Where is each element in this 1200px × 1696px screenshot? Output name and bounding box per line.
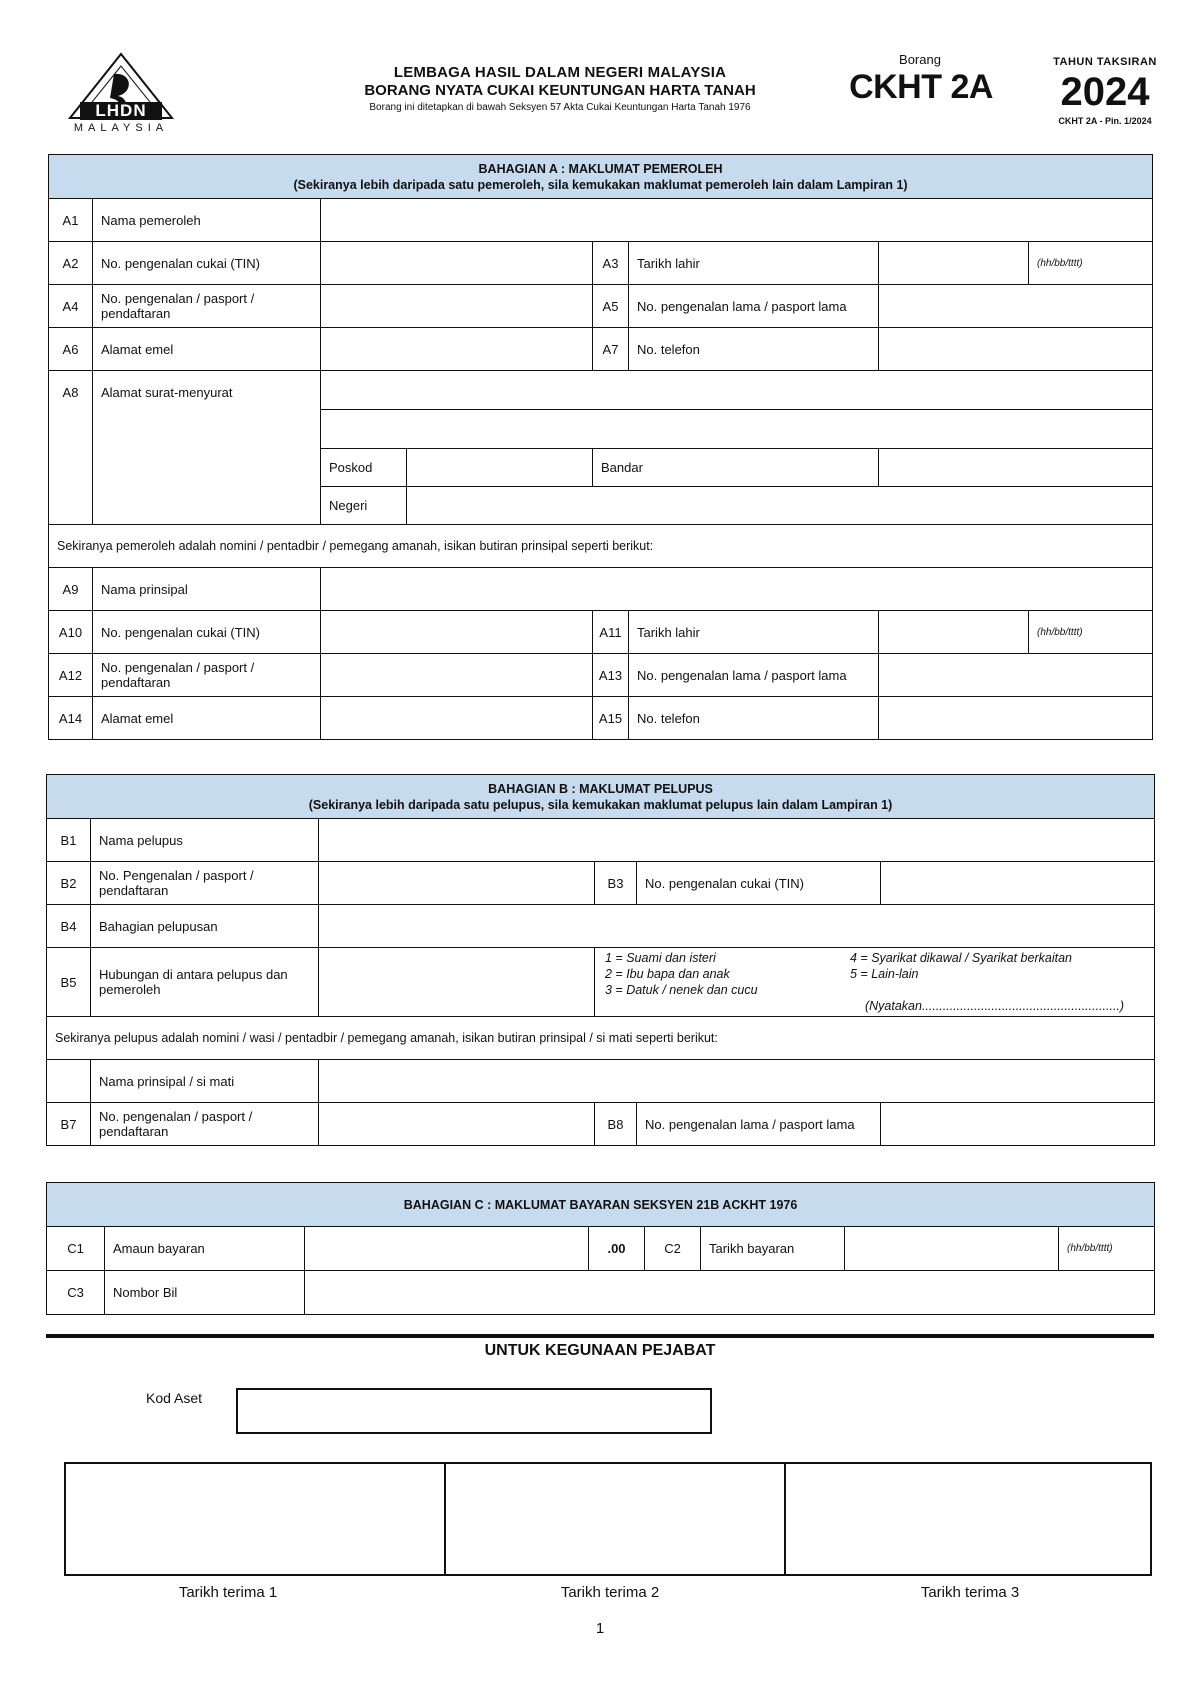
- a8-bandar-input[interactable]: [879, 449, 1153, 487]
- office-title: UNTUK KEGUNAAN PEJABAT: [484, 1342, 716, 1359]
- b5-option-3: 3 = Datuk / nenek dan cucu: [605, 983, 758, 997]
- kod-aset-label: Kod Aset: [146, 1390, 203, 1406]
- b8-old-id-input[interactable]: [881, 1103, 1155, 1146]
- logo-text: LHDN: [95, 101, 147, 120]
- a3-date-format: (hh/bb/tttt): [1029, 242, 1153, 285]
- a1-code: A1: [49, 199, 93, 242]
- b1-code: B1: [47, 819, 91, 862]
- b3-tin-input[interactable]: [881, 862, 1155, 905]
- a2-code: A2: [49, 242, 93, 285]
- a8-address-line-2-input[interactable]: [321, 410, 1153, 449]
- section-c-header: BAHAGIAN C : MAKLUMAT BAYARAN SEKSYEN 21B ACKHT 1976: [47, 1183, 1155, 1227]
- receipt-box-2[interactable]: [444, 1462, 786, 1576]
- a8-label: Alamat surat-menyurat: [93, 371, 321, 525]
- b2-code: B2: [47, 862, 91, 905]
- c1-label: Amaun bayaran: [105, 1227, 305, 1271]
- b5-option-4: 4 = Syarikat dikawal / Syarikat berkaitan: [850, 951, 1072, 965]
- section-a-table: [48, 154, 1153, 740]
- b6-code: [47, 1060, 91, 1103]
- b3-code: B3: [595, 862, 637, 905]
- c2-code: C2: [645, 1227, 701, 1271]
- b5-specify: (Nyatakan.........................................................): [864, 999, 1125, 1013]
- a11-code: A11: [593, 611, 629, 654]
- a8-poskod-input[interactable]: [407, 449, 593, 487]
- b5-option-5: 5 = Lain-lain: [850, 967, 919, 981]
- b2-label: No. Pengenalan / pasport / pendaftaran: [91, 862, 319, 905]
- b4-code: B4: [47, 905, 91, 948]
- c3-bill-number-input[interactable]: [305, 1271, 1155, 1315]
- c1-amount-input[interactable]: [305, 1227, 589, 1271]
- b1-label: Nama pelupus: [91, 819, 319, 862]
- a10-tin-input[interactable]: [321, 611, 593, 654]
- b4-portion-input[interactable]: [319, 905, 1155, 948]
- office-divider: [46, 1334, 1154, 1338]
- b7-code: B7: [47, 1103, 91, 1146]
- section-a-subtitle: (Sekiranya lebih daripada satu pemeroleh, sila kemukakan maklumat pemeroleh lain dalam Lampiran 1): [293, 177, 908, 192]
- a8-negeri-input[interactable]: [407, 487, 1153, 525]
- a7-code: A7: [593, 328, 629, 371]
- a14-email-input[interactable]: [321, 697, 593, 740]
- a8-code: A8: [49, 371, 93, 525]
- form-title: BORANG NYATA CUKAI KEUNTUNGAN HARTA TANAH: [364, 82, 756, 99]
- logo-subtext: MALAYSIA: [73, 122, 169, 134]
- a5-label: No. pengenalan lama / pasport lama: [629, 285, 879, 328]
- b8-label: No. pengenalan lama / pasport lama: [637, 1103, 881, 1146]
- c2-date-format: (hh/bb/tttt): [1059, 1227, 1155, 1271]
- a1-name-input[interactable]: [321, 199, 1153, 242]
- section-b-table: [46, 774, 1155, 1146]
- a7-label: No. telefon: [629, 328, 879, 371]
- a7-phone-input[interactable]: [879, 328, 1153, 371]
- b5-relationship-input[interactable]: [319, 948, 595, 1017]
- form-subtitle: Borang ini ditetapkan di bawah Seksyen 57 Akta Cukai Keuntungan Harta Tanah 1976: [369, 102, 751, 113]
- b6-label: Nama prinsipal / si mati: [91, 1060, 319, 1103]
- b5-code: B5: [47, 948, 91, 1017]
- c1-code: C1: [47, 1227, 105, 1271]
- a13-old-id-input[interactable]: [879, 654, 1153, 697]
- a12-code: A12: [49, 654, 93, 697]
- c2-label: Tarikh bayaran: [701, 1227, 845, 1271]
- a4-code: A4: [49, 285, 93, 328]
- a13-label: No. pengenalan lama / pasport lama: [629, 654, 879, 697]
- poskod-label: Poskod: [321, 449, 407, 487]
- section-b-title: BAHAGIAN B : MAKLUMAT PELUPUS: [488, 781, 713, 796]
- b6-principal-name-input[interactable]: [319, 1060, 1155, 1103]
- a11-dob-input[interactable]: [879, 611, 1029, 654]
- a14-label: Alamat emel: [93, 697, 321, 740]
- b5-option-2: 2 = Ibu bapa dan anak: [605, 967, 730, 981]
- section-a-header: [49, 155, 1153, 199]
- a15-label: No. telefon: [629, 697, 879, 740]
- a6-code: A6: [49, 328, 93, 371]
- section-b-subtitle: (Sekiranya lebih daripada satu pelupus, sila kemukakan maklumat pelupus lain dalam Lampiran 1): [308, 797, 893, 812]
- a4-label: No. pengenalan / pasport / pendaftaran: [93, 285, 321, 328]
- a3-label: Tarikh lahir: [629, 242, 879, 285]
- receipt-box-1[interactable]: [64, 1462, 446, 1576]
- receipt-label-2: Tarikh terima 2: [560, 1584, 660, 1601]
- b-principal-note: Sekiranya pelupus adalah nomini / wasi / pentadbir / pemegang amanah, isikan butiran prinsipal / si mati seperti berikut:: [47, 1017, 1155, 1060]
- a6-label: Alamat emel: [93, 328, 321, 371]
- a12-label: No. pengenalan / pasport / pendaftaran: [93, 654, 321, 697]
- section-c-table: [46, 1182, 1155, 1315]
- a5-old-id-input[interactable]: [879, 285, 1153, 328]
- b7-id-input[interactable]: [319, 1103, 595, 1146]
- tahun-taksiran-label: TAHUN TAKSIRAN: [1053, 56, 1157, 68]
- a1-label: Nama pemeroleh: [93, 199, 321, 242]
- pin-text: CKHT 2A - Pin. 1/2024: [1058, 116, 1152, 126]
- borang-code: CKHT 2A: [849, 68, 993, 106]
- tahun-taksiran-value: 2024: [1060, 70, 1150, 114]
- a-principal-note: Sekiranya pemeroleh adalah nomini / pentadbir / pemegang amanah, isikan butiran prinsipal seperti berikut:: [49, 525, 1153, 568]
- borang-label: Borang: [899, 52, 941, 67]
- kod-aset-input[interactable]: [236, 1388, 712, 1434]
- a12-id-input[interactable]: [321, 654, 593, 697]
- b1-name-input[interactable]: [319, 819, 1155, 862]
- a4-id-input[interactable]: [321, 285, 593, 328]
- a2-label: No. pengenalan cukai (TIN): [93, 242, 321, 285]
- b3-label: No. pengenalan cukai (TIN): [637, 862, 881, 905]
- a3-code: A3: [593, 242, 629, 285]
- receipt-label-3: Tarikh terima 3: [920, 1584, 1020, 1601]
- a11-label: Tarikh lahir: [629, 611, 879, 654]
- section-b-header: [47, 775, 1155, 819]
- section-a-title: BAHAGIAN A : MAKLUMAT PEMEROLEH: [478, 161, 723, 176]
- a11-date-format: (hh/bb/tttt): [1029, 611, 1153, 654]
- a9-code: A9: [49, 568, 93, 611]
- receipt-label-1: Tarikh terima 1: [178, 1584, 278, 1601]
- b8-code: B8: [595, 1103, 637, 1146]
- a8-address-line-1-input[interactable]: [321, 371, 1153, 410]
- a2-tin-input[interactable]: [321, 242, 593, 285]
- c2-date-input[interactable]: [845, 1227, 1059, 1271]
- b4-label: Bahagian pelupusan: [91, 905, 319, 948]
- org-name: LEMBAGA HASIL DALAM NEGERI MALAYSIA: [393, 64, 727, 81]
- a5-code: A5: [593, 285, 629, 328]
- a10-code: A10: [49, 611, 93, 654]
- negeri-label: Negeri: [321, 487, 407, 525]
- a13-code: A13: [593, 654, 629, 697]
- b7-label: No. pengenalan / pasport / pendaftaran: [91, 1103, 319, 1146]
- a10-label: No. pengenalan cukai (TIN): [93, 611, 321, 654]
- lhdn-logo: [62, 52, 180, 142]
- a14-code: A14: [49, 697, 93, 740]
- page-number: 1: [595, 1620, 605, 1637]
- a15-code: A15: [593, 697, 629, 740]
- a9-principal-name-input[interactable]: [321, 568, 1153, 611]
- b5-options: [595, 948, 1155, 1017]
- c3-code: C3: [47, 1271, 105, 1315]
- bandar-label: Bandar: [593, 449, 879, 487]
- a3-dob-input[interactable]: [879, 242, 1029, 285]
- c3-label: Nombor Bil: [105, 1271, 305, 1315]
- org-header: [300, 64, 820, 113]
- b5-label: Hubungan di antara pelupus dan pemeroleh: [91, 948, 319, 1017]
- receipt-box-3[interactable]: [784, 1462, 1152, 1576]
- a15-phone-input[interactable]: [879, 697, 1153, 740]
- c1-cents: .00: [589, 1227, 645, 1271]
- b5-option-1: 1 = Suami dan isteri: [605, 951, 716, 965]
- a6-email-input[interactable]: [321, 328, 593, 371]
- b2-id-input[interactable]: [319, 862, 595, 905]
- a9-label: Nama prinsipal: [93, 568, 321, 611]
